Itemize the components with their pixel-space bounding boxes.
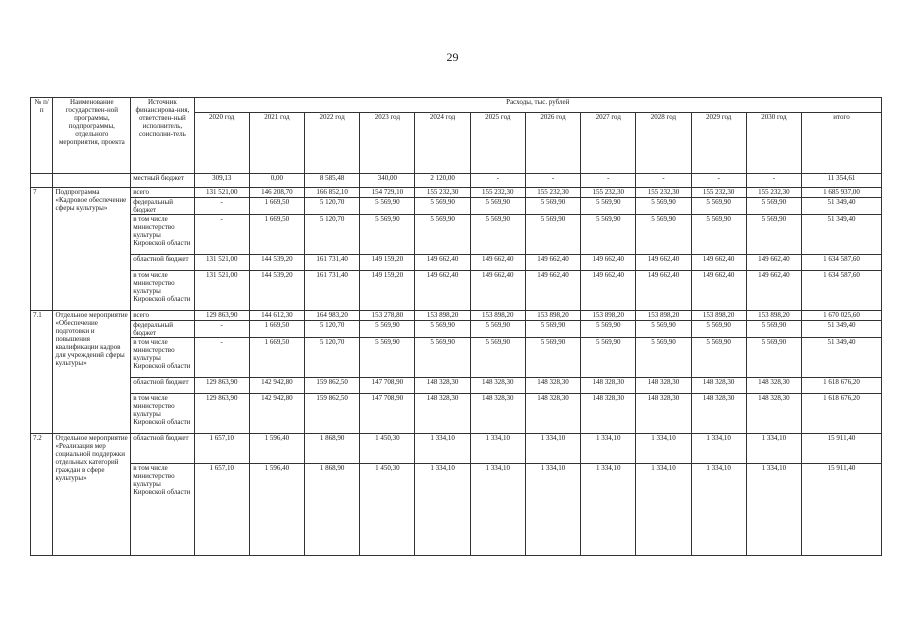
header-year: 2022 год <box>305 113 360 174</box>
row-value: 148 328,30 <box>470 378 525 394</box>
row-value: 149 662,40 <box>581 255 636 271</box>
row-value: - <box>525 174 580 188</box>
row-total: 1 634 587,60 <box>802 255 882 271</box>
header-year: 2030 год <box>746 113 801 174</box>
row-value: 148 328,30 <box>746 394 801 434</box>
row-total: 15 911,40 <box>802 464 882 556</box>
row-value: 155 232,30 <box>415 188 470 198</box>
row-value: 148 328,30 <box>525 378 580 394</box>
row-total: 51 349,40 <box>802 198 882 215</box>
row-value: 1 334,10 <box>746 434 801 464</box>
row-value: 1 669,50 <box>249 338 304 378</box>
row-value: 5 569,90 <box>360 215 415 255</box>
row-value: 159 862,50 <box>305 378 360 394</box>
row-value: 149 662,40 <box>525 271 580 311</box>
row-value: 148 328,30 <box>415 378 470 394</box>
row-value: 142 942,80 <box>249 378 304 394</box>
table-row <box>31 188 882 198</box>
row-value: 5 120,70 <box>305 198 360 215</box>
header-year: 2027 год <box>581 113 636 174</box>
header-name: Наименование государствен-ной программы, подпрограммы, отдельного мероприятия, проекта <box>53 98 131 174</box>
row-value: 5 569,90 <box>636 215 691 255</box>
row-value: 1 334,10 <box>636 434 691 464</box>
row-source: федеральный бюджет <box>131 321 194 338</box>
row-value: 1 450,30 <box>360 434 415 464</box>
row-value: 153 898,20 <box>746 311 801 321</box>
row-number: 7.2 <box>31 434 53 556</box>
row-value: 5 569,90 <box>360 198 415 215</box>
table-row <box>31 271 882 311</box>
row-name: Отдельное мероприятие «Обеспечение подготовки и повышения квалификации кадров для учреждений сферы культуры» <box>53 311 131 434</box>
row-source: федеральный бюджет <box>131 198 194 215</box>
row-value: 144 539,20 <box>249 271 304 311</box>
row-value: 159 862,50 <box>305 394 360 434</box>
header-total: итого <box>802 113 882 174</box>
header-year: 2025 год <box>470 113 525 174</box>
row-source: всего <box>131 188 194 198</box>
row-value: 5 569,90 <box>581 215 636 255</box>
row-value: 148 328,30 <box>746 378 801 394</box>
row-name: Подпрограмма «Кадровое обеспечение сферы культуры» <box>53 188 131 311</box>
table-row <box>31 311 882 321</box>
row-value: 1 669,50 <box>249 198 304 215</box>
row-value: 147 708,90 <box>360 378 415 394</box>
row-value: 5 569,90 <box>691 338 746 378</box>
row-value: 148 328,30 <box>636 378 691 394</box>
table-body <box>31 174 882 556</box>
row-total: 1 685 937,00 <box>802 188 882 198</box>
row-value: 1 334,10 <box>415 464 470 556</box>
row-source: в том числе министерство культуры Кировской области <box>131 338 194 378</box>
row-value: 5 569,90 <box>525 321 580 338</box>
row-value: 5 569,90 <box>360 321 415 338</box>
row-value: 149 662,40 <box>581 271 636 311</box>
row-value: 149 662,40 <box>415 255 470 271</box>
row-value: 164 983,20 <box>305 311 360 321</box>
row-value: 166 852,10 <box>305 188 360 198</box>
row-value: 1 596,40 <box>249 434 304 464</box>
row-source: областной бюджет <box>131 378 194 394</box>
row-value: - <box>470 174 525 188</box>
row-value: 146 208,70 <box>249 188 304 198</box>
row-value: 149 662,40 <box>415 271 470 311</box>
row-value: 5 569,90 <box>581 198 636 215</box>
row-value: 155 232,30 <box>746 188 801 198</box>
row-source: в том числе министерство культуры Кировской области <box>131 464 194 556</box>
row-value: 153 898,20 <box>470 311 525 321</box>
row-value: 149 662,40 <box>470 255 525 271</box>
row-value: 5 120,70 <box>305 321 360 338</box>
row-value: - <box>746 174 801 188</box>
row-value: 131 521,00 <box>194 255 249 271</box>
row-value: 1 334,10 <box>470 464 525 556</box>
row-value: 5 569,90 <box>470 338 525 378</box>
row-value: 340,00 <box>360 174 415 188</box>
row-value: 5 569,90 <box>691 198 746 215</box>
row-name <box>53 174 131 188</box>
row-value: 1 334,10 <box>746 464 801 556</box>
table-row <box>31 394 882 434</box>
row-value: - <box>194 338 249 378</box>
row-value: 1 669,50 <box>249 321 304 338</box>
header-year: 2028 год <box>636 113 691 174</box>
row-value: 1 657,10 <box>194 434 249 464</box>
row-source: всего <box>131 311 194 321</box>
row-value: - <box>691 174 746 188</box>
row-number <box>31 174 53 188</box>
row-value: 1 334,10 <box>691 434 746 464</box>
header-source: Источник финансирова-ния, ответствен-ный исполнитель, соисполни-тель <box>131 98 194 174</box>
row-value: 149 662,40 <box>470 271 525 311</box>
row-source: в том числе министерство культуры Кировской области <box>131 271 194 311</box>
row-value: 5 569,90 <box>415 215 470 255</box>
row-value: 155 232,30 <box>470 188 525 198</box>
row-value: 5 569,90 <box>360 338 415 378</box>
row-value: 5 569,90 <box>470 215 525 255</box>
row-value: 5 569,90 <box>691 321 746 338</box>
row-total: 51 349,40 <box>802 321 882 338</box>
row-value: 149 159,20 <box>360 271 415 311</box>
row-value: 142 942,80 <box>249 394 304 434</box>
row-value: 129 863,90 <box>194 394 249 434</box>
row-value: 149 662,40 <box>525 255 580 271</box>
row-value: 153 898,20 <box>691 311 746 321</box>
header-year: 2020 год <box>194 113 249 174</box>
row-value: 148 328,30 <box>581 394 636 434</box>
row-value: 153 898,20 <box>415 311 470 321</box>
row-value: 149 662,40 <box>746 271 801 311</box>
table-row <box>31 198 882 215</box>
row-value: 148 328,30 <box>581 378 636 394</box>
row-value: 5 569,90 <box>525 198 580 215</box>
row-value: 1 450,30 <box>360 464 415 556</box>
row-value: 5 569,90 <box>470 321 525 338</box>
row-value: 1 868,90 <box>305 434 360 464</box>
row-value: 5 569,90 <box>691 215 746 255</box>
row-total: 1 618 676,20 <box>802 394 882 434</box>
row-value: 161 731,40 <box>305 271 360 311</box>
table-row <box>31 321 882 338</box>
table-row <box>31 338 882 378</box>
row-value: 5 569,90 <box>746 215 801 255</box>
row-value: 155 232,30 <box>581 188 636 198</box>
row-value: 161 731,40 <box>305 255 360 271</box>
row-value: 5 569,90 <box>581 321 636 338</box>
table-row <box>31 434 882 464</box>
row-value: 1 334,10 <box>470 434 525 464</box>
row-number: 7.1 <box>31 311 53 434</box>
table-row <box>31 174 882 188</box>
row-value: - <box>636 174 691 188</box>
row-value: - <box>194 321 249 338</box>
row-value: 149 662,40 <box>691 255 746 271</box>
row-value: 144 612,30 <box>249 311 304 321</box>
row-value: 131 521,00 <box>194 271 249 311</box>
row-value: 149 662,40 <box>636 271 691 311</box>
row-value: 1 334,10 <box>581 434 636 464</box>
row-value: 1 334,10 <box>581 464 636 556</box>
header-year: 2029 год <box>691 113 746 174</box>
row-value: 153 898,20 <box>525 311 580 321</box>
header-year: 2021 год <box>249 113 304 174</box>
row-value: 1 868,90 <box>305 464 360 556</box>
header-expenses: Расходы, тыс. рублей <box>194 98 881 113</box>
header-row-1 <box>31 98 882 113</box>
row-name: Отдельное мероприятие «Реализация мер социальной поддержки отдельных категорий граждан в сфере культуры» <box>53 434 131 556</box>
row-value: 5 120,70 <box>305 215 360 255</box>
row-value: 144 539,20 <box>249 255 304 271</box>
row-value: - <box>194 215 249 255</box>
row-value: - <box>581 174 636 188</box>
row-value: 148 328,30 <box>691 378 746 394</box>
row-value: 147 708,90 <box>360 394 415 434</box>
row-value: 5 569,90 <box>525 338 580 378</box>
row-value: 129 863,90 <box>194 311 249 321</box>
header-year: 2024 год <box>415 113 470 174</box>
row-source: в том числе министерство культуры Кировской области <box>131 394 194 434</box>
row-value: 1 669,50 <box>249 215 304 255</box>
budget-table <box>30 97 882 556</box>
row-value: 5 569,90 <box>636 321 691 338</box>
row-source: областной бюджет <box>131 255 194 271</box>
row-value: - <box>194 198 249 215</box>
row-value: 5 569,90 <box>746 338 801 378</box>
row-value: 149 662,40 <box>691 271 746 311</box>
row-source: местный бюджет <box>131 174 194 188</box>
row-value: 153 278,80 <box>360 311 415 321</box>
row-value: 149 159,20 <box>360 255 415 271</box>
row-number: 7 <box>31 188 53 311</box>
row-value: 5 569,90 <box>636 338 691 378</box>
row-total: 11 354,61 <box>802 174 882 188</box>
row-value: 148 328,30 <box>525 394 580 434</box>
row-total: 1 634 587,60 <box>802 271 882 311</box>
row-value: 1 334,10 <box>525 434 580 464</box>
row-value: 5 569,90 <box>636 198 691 215</box>
table-row <box>31 464 882 556</box>
row-value: 155 232,30 <box>525 188 580 198</box>
row-total: 15 911,40 <box>802 434 882 464</box>
row-total: 51 349,40 <box>802 338 882 378</box>
row-value: 1 657,10 <box>194 464 249 556</box>
table-row <box>31 255 882 271</box>
header-year: 2023 год <box>360 113 415 174</box>
header-num: № п/п <box>31 98 53 174</box>
row-value: 5 569,90 <box>415 198 470 215</box>
row-value: 149 662,40 <box>746 255 801 271</box>
row-value: 5 569,90 <box>415 338 470 378</box>
row-value: 131 521,00 <box>194 188 249 198</box>
row-value: 148 328,30 <box>636 394 691 434</box>
row-source: областной бюджет <box>131 434 194 464</box>
row-value: 5 569,90 <box>746 198 801 215</box>
table-row <box>31 378 882 394</box>
row-value: 0,00 <box>249 174 304 188</box>
row-value: 1 334,10 <box>691 464 746 556</box>
row-value: 1 334,10 <box>525 464 580 556</box>
header-year: 2026 год <box>525 113 580 174</box>
row-value: 154 729,10 <box>360 188 415 198</box>
row-value: 2 120,00 <box>415 174 470 188</box>
table-row <box>31 215 882 255</box>
row-value: 155 232,30 <box>636 188 691 198</box>
row-total: 1 670 025,60 <box>802 311 882 321</box>
row-total: 51 349,40 <box>802 215 882 255</box>
page-number: 29 <box>446 50 459 64</box>
row-value: 1 334,10 <box>415 434 470 464</box>
row-value: 148 328,30 <box>415 394 470 434</box>
row-value: 5 569,90 <box>746 321 801 338</box>
row-value: 309,13 <box>194 174 249 188</box>
row-value: 8 585,48 <box>305 174 360 188</box>
row-value: 5 569,90 <box>415 321 470 338</box>
row-value: 148 328,30 <box>691 394 746 434</box>
row-total: 1 618 676,20 <box>802 378 882 394</box>
row-value: 155 232,30 <box>691 188 746 198</box>
row-value: 5 120,70 <box>305 338 360 378</box>
row-value: 129 863,90 <box>194 378 249 394</box>
row-value: 1 596,40 <box>249 464 304 556</box>
row-value: 1 334,10 <box>636 464 691 556</box>
row-value: 153 898,20 <box>581 311 636 321</box>
row-value: 5 569,90 <box>581 338 636 378</box>
row-value: 153 898,20 <box>636 311 691 321</box>
row-value: 5 569,90 <box>470 198 525 215</box>
row-value: 5 569,90 <box>525 215 580 255</box>
row-value: 148 328,30 <box>470 394 525 434</box>
row-source: в том числе министерство культуры Кировской области <box>131 215 194 255</box>
row-value: 149 662,40 <box>636 255 691 271</box>
